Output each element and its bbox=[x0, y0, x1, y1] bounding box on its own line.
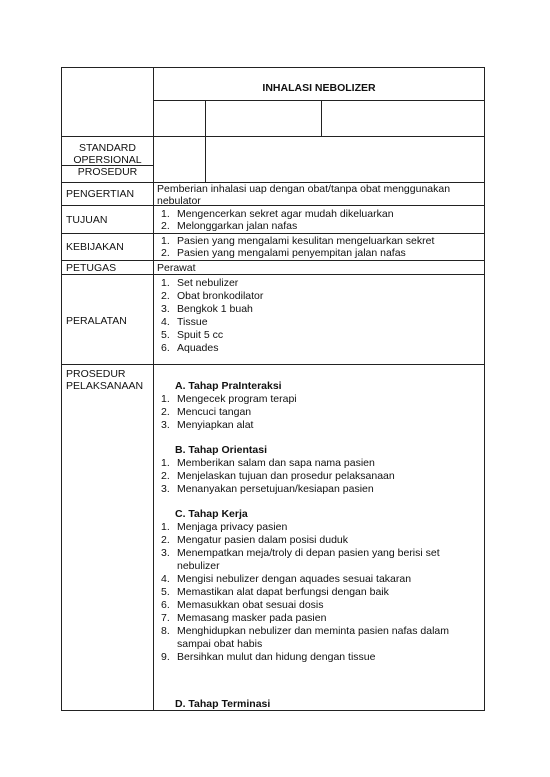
section-a-num-1: 1. bbox=[161, 393, 170, 405]
section-c-item-7: Memasang masker pada pasien bbox=[177, 612, 327, 624]
peralatan-item-3: Bengkok 1 buah bbox=[177, 303, 253, 315]
tujuan-num-1: 1. bbox=[161, 208, 170, 220]
tujuan-item-1: Mengencerkan sekret agar mudah dikeluarkan bbox=[177, 208, 394, 220]
pengertian-label-cell bbox=[61, 182, 154, 206]
doc-number-cell bbox=[153, 100, 206, 137]
section-b-num-2: 2. bbox=[161, 470, 170, 482]
sop-label-line-2: OPERSIONAL bbox=[73, 154, 142, 166]
kebijakan-value-cell bbox=[153, 233, 485, 261]
section-b-item-3: Menanyakan persetujuan/kesiapan pasien bbox=[177, 483, 374, 495]
tujuan-value-cell bbox=[153, 205, 485, 234]
section-c-item-5: Memastikan alat dapat berfungsi dengan baik bbox=[177, 586, 389, 598]
sop-date-cell bbox=[153, 136, 206, 183]
section-b-num-3: 3. bbox=[161, 483, 170, 495]
peralatan-num-6: 6. bbox=[161, 342, 170, 354]
section-b-num-1: 1. bbox=[161, 457, 170, 469]
tujuan-num-2: 2. bbox=[161, 220, 170, 232]
tujuan-label: TUJUAN bbox=[66, 214, 108, 226]
kebijakan-label-cell bbox=[61, 233, 154, 261]
section-c-heading: C. Tahap Kerja bbox=[175, 508, 248, 520]
peralatan-num-5: 5. bbox=[161, 329, 170, 341]
section-d-heading: D. Tahap Terminasi bbox=[175, 698, 271, 710]
kebijakan-item-2: Pasien yang mengalami penyempitan jalan nafas bbox=[177, 247, 406, 259]
peralatan-num-1: 1. bbox=[161, 277, 170, 289]
peralatan-item-1: Set nebulizer bbox=[177, 277, 239, 289]
section-b-heading: B. Tahap Orientasi bbox=[175, 444, 267, 456]
peralatan-num-3: 3. bbox=[161, 303, 170, 315]
section-a-num-2: 2. bbox=[161, 406, 170, 418]
title-cell bbox=[153, 67, 485, 101]
kebijakan-item-1: Pasien yang mengalami kesulitan mengeluarkan sekret bbox=[177, 235, 435, 247]
section-c-num-3: 3. bbox=[161, 547, 170, 559]
section-a-item-2: Mencuci tangan bbox=[177, 406, 252, 418]
section-c-item-2: Mengatur pasien dalam posisi duduk bbox=[177, 534, 349, 546]
section-a-heading: A. Tahap PraInteraksi bbox=[175, 380, 282, 392]
sop-sign-cell bbox=[205, 136, 485, 183]
tujuan-item-2: Melonggarkan jalan nafas bbox=[177, 220, 298, 232]
section-c-item-3-cont: nebulizer bbox=[177, 560, 220, 572]
sop-label-line-3: PROSEDUR bbox=[77, 166, 138, 178]
peralatan-item-6: Aquades bbox=[177, 342, 219, 354]
section-a-item-1: Mengecek program terapi bbox=[177, 393, 297, 405]
section-a-num-3: 3. bbox=[161, 419, 170, 431]
prosedur-label-line-1: PROSEDUR bbox=[66, 368, 126, 380]
peralatan-item-5: Spuit 5 cc bbox=[177, 329, 224, 341]
page-cell bbox=[321, 100, 485, 137]
petugas-value-cell bbox=[153, 260, 485, 275]
petugas-label: PETUGAS bbox=[66, 262, 117, 274]
section-c-num-8: 8. bbox=[161, 625, 170, 637]
section-c-num-1: 1. bbox=[161, 521, 170, 533]
peralatan-num-2: 2. bbox=[161, 290, 170, 302]
tujuan-label-cell bbox=[61, 205, 154, 234]
pengertian-value-cell bbox=[153, 182, 485, 206]
prosedur-value-cell bbox=[153, 364, 485, 711]
section-c-num-4: 4. bbox=[161, 573, 170, 585]
section-c-num-7: 7. bbox=[161, 612, 170, 624]
peralatan-num-4: 4. bbox=[161, 316, 170, 328]
section-c-num-2: 2. bbox=[161, 534, 170, 546]
sop-label-line-1: STANDARD bbox=[79, 142, 136, 154]
pengertian-label: PENGERTIAN bbox=[66, 188, 135, 200]
petugas-label-cell bbox=[61, 260, 154, 275]
section-c-item-3: Menempatkan meja/troly di depan pasien yang berisi set bbox=[177, 547, 440, 559]
section-c-item-4: Mengisi nebulizer dengan aquades sesuai takaran bbox=[177, 573, 412, 585]
kebijakan-num-1: 1. bbox=[161, 235, 170, 247]
section-c-item-6: Memasukkan obat sesuai dosis bbox=[177, 599, 324, 611]
section-c-num-5: 5. bbox=[161, 586, 170, 598]
section-a-item-3: Menyiapkan alat bbox=[177, 419, 254, 431]
petugas-value: Perawat bbox=[157, 262, 196, 274]
pengertian-line-2: nebulator bbox=[157, 195, 201, 207]
section-c-item-8: Menghidupkan nebulizer dan meminta pasien nafas dalam bbox=[177, 625, 450, 637]
sop-label-cell bbox=[61, 136, 154, 183]
section-b-item-2: Menjelaskan tujuan dan prosedur pelaksanaan bbox=[177, 470, 395, 482]
peralatan-label-cell bbox=[61, 274, 154, 365]
peralatan-item-2: Obat bronkodilator bbox=[177, 290, 264, 302]
peralatan-label: PERALATAN bbox=[66, 315, 127, 327]
peralatan-item-4: Tissue bbox=[177, 316, 208, 328]
document-title: INHALASI NEBOLIZER bbox=[262, 82, 376, 94]
section-c-num-6: 6. bbox=[161, 599, 170, 611]
section-c-item-8-cont: sampai obat habis bbox=[177, 638, 263, 650]
kebijakan-num-2: 2. bbox=[161, 247, 170, 259]
section-b-item-1: Memberikan salam dan sapa nama pasien bbox=[177, 457, 375, 469]
revision-cell bbox=[205, 100, 322, 137]
peralatan-value-cell bbox=[153, 274, 485, 365]
section-c-item-1: Menjaga privacy pasien bbox=[177, 521, 288, 533]
section-c-item-9: Bersihkan mulut dan hidung dengan tissue bbox=[177, 651, 376, 663]
prosedur-label-line-2: PELAKSANAAN bbox=[66, 380, 144, 392]
prosedur-label-cell bbox=[61, 364, 154, 711]
kebijakan-label: KEBIJAKAN bbox=[66, 241, 124, 253]
pengertian-line-1: Pemberian inhalasi uap dengan obat/tanpa obat menggunakan bbox=[157, 183, 451, 195]
section-c-num-9: 9. bbox=[161, 651, 170, 663]
